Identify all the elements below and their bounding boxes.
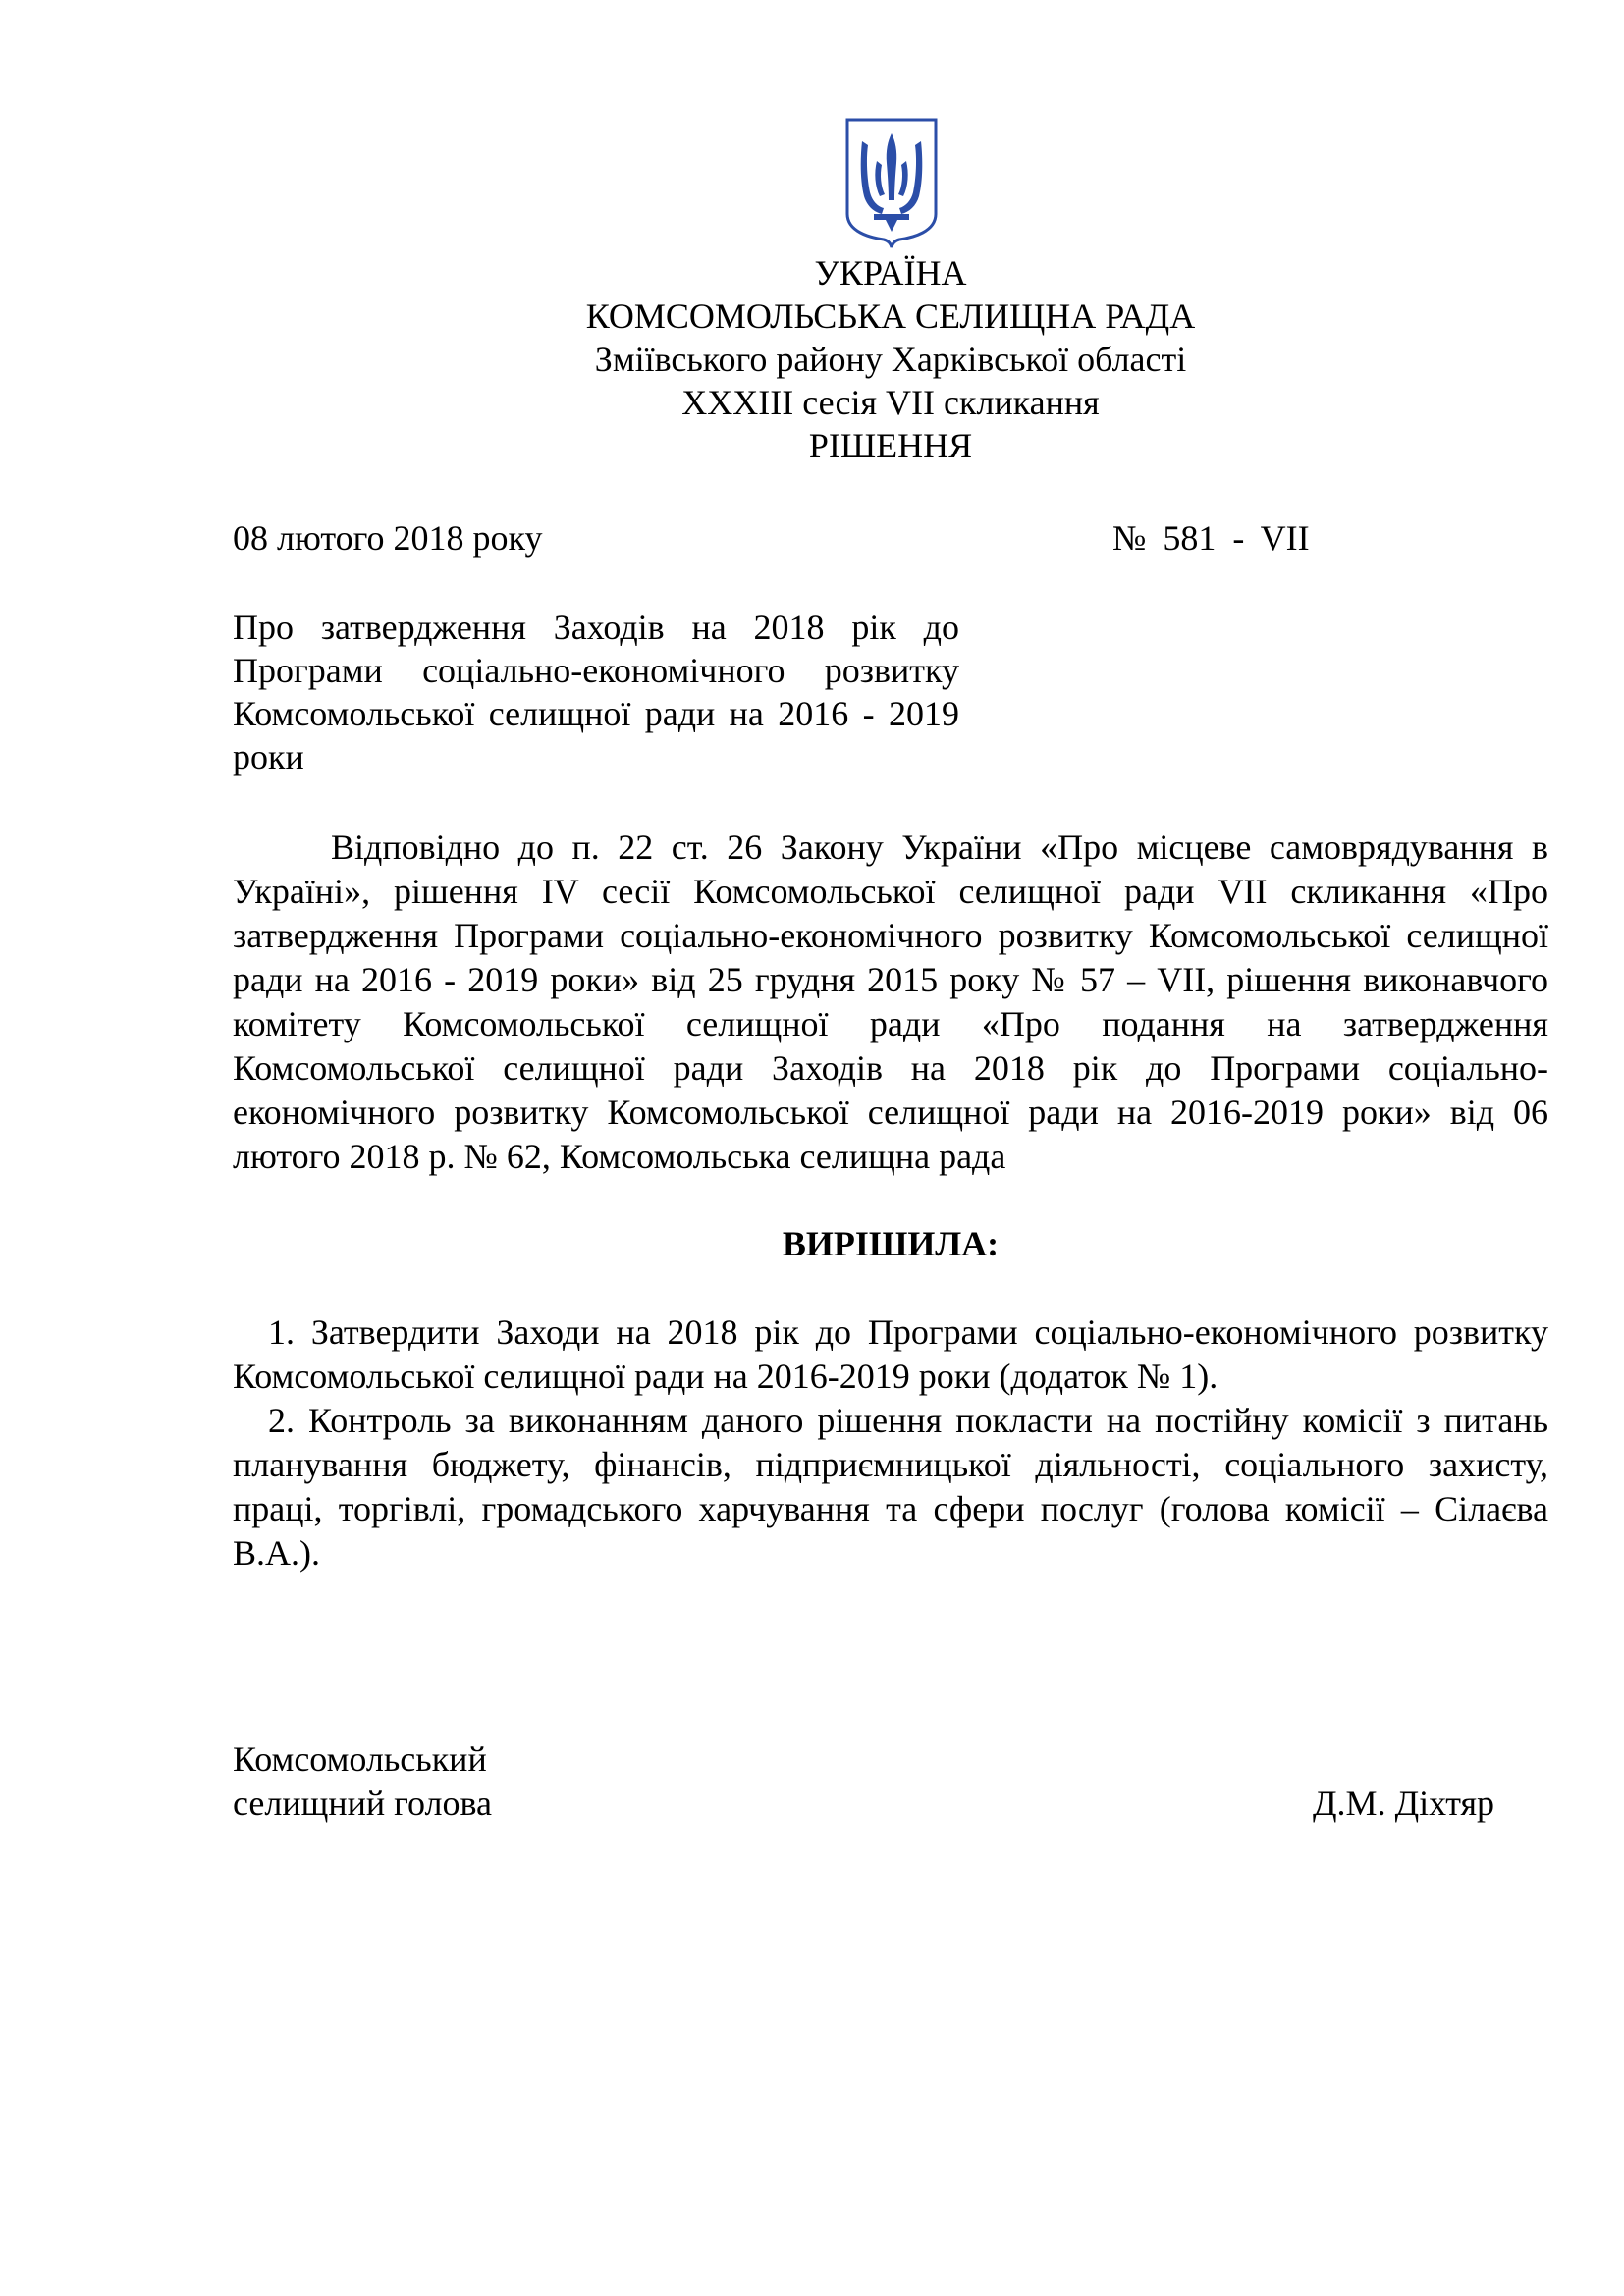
signatory-title — [233, 1737, 492, 1826]
signatory-title-line: Комсомольський — [233, 1739, 487, 1779]
session-line: XXXIII сесія VII скликання — [681, 383, 1100, 422]
document-type: РІШЕННЯ — [808, 426, 973, 465]
region-line: Зміївського району Харківської області — [594, 340, 1187, 379]
signatory-name: Д.М. Діхтяр — [1313, 1784, 1495, 1823]
decision-item: 2. Контроль за виконанням даного рішення покласти на постійну комісії з питань планування бюджету, фінансів, підприємницької діяльності, соціального захисту, праці, торгівлі, громадського харчування та сфери послуг (голова комісії – Сілаєва В.А.). — [233, 1401, 1548, 1573]
preamble-paragraph: Відповідно до п. 22 ст. 26 Закону України «Про місцеве самоврядування в Україні», рішення IV сесії Комсомольської селищної ради VII скликання «Про затвердження Програми соціально-економічного розвитку Комсомольської селищної ради на 2016 - 2019 роки» від 25 грудня 2015 року № 57 – VII, рішення виконавчого комітету Комсомольської селищної ради «Про подання на затвердження Комсомольської селищної ради Заходів на 2018 рік до Програми соціально-економічного розвитку Комсомольської селищної ради на 2016-2019 роки» від 06 лютого 2018 р. № 62, Комсомольська селищна рада — [233, 828, 1548, 1176]
document-subject: Про затвердження Заходів на 2018 рік до Програми соціально-економічного розвитку Комсомольської селищної ради на 2016 - 2019 роки — [233, 608, 959, 776]
decision-item: 1. Затвердити Заходи на 2018 рік до Програми соціально-економічного розвитку Комсомольської селищної ради на 2016-2019 роки (додаток № 1). — [233, 1312, 1548, 1396]
decided-heading: ВИРІШИЛА: — [782, 1224, 1000, 1263]
ukraine-trident-emblem-icon — [844, 116, 939, 251]
country-title: УКРАЇНА — [814, 253, 967, 293]
document-header — [0, 251, 1624, 467]
signatory-title-line: селищний голова — [233, 1784, 493, 1823]
decision-items — [233, 1310, 1548, 1575]
document-date: 08 лютого 2018 року — [233, 518, 543, 558]
document-number: № 581 - VII — [1112, 518, 1310, 558]
council-title: КОМСОМОЛЬСЬКА СЕЛИЩНА РАДА — [585, 296, 1196, 336]
